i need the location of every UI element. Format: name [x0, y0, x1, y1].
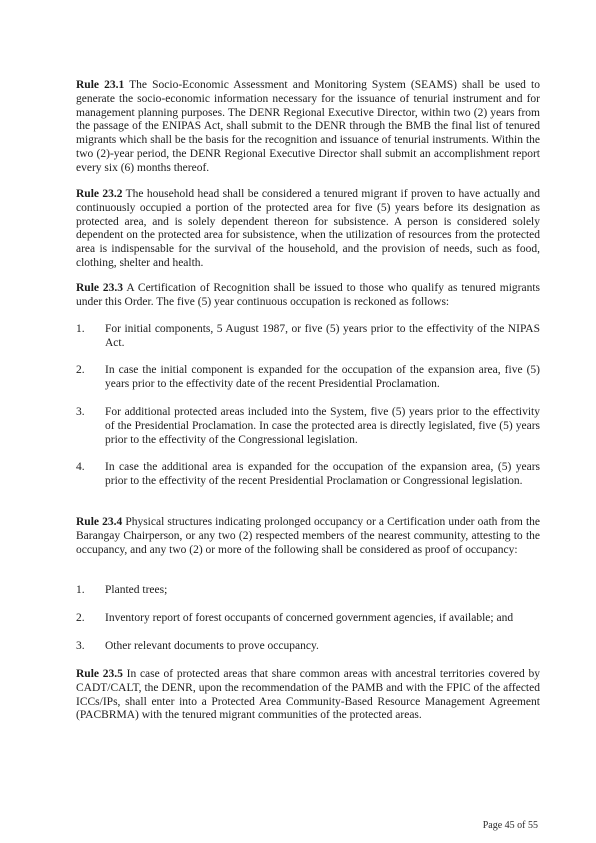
rule-label: Rule 23.3 [76, 282, 124, 294]
rule-23-3 [76, 282, 540, 310]
list-number: 3. [76, 406, 85, 418]
rule-text: The household head shall be considered a tenured migrant if proven to have actually and continuously occupied a portion of the protected area for five (5) years before its designation as protected area, and is solely dependent thereon for subsistence. A person is considered solely dependent on the protected area for subsistence, when the utilization of resources from the protected area is indispensable for the survival of the household, and the provision of needs, such as food, clothing, shelter and health. [76, 188, 541, 269]
rule-label: Rule 23.4 [76, 516, 123, 528]
rule-text: A Certification of Recognition shall be issued to those who qualify as tenured migrants under this Order. The five (5) year continuous occupation is reckoned as follows: [76, 282, 540, 308]
rule-label: Rule 23.2 [76, 188, 123, 200]
rule-text: The Socio-Economic Assessment and Monitoring System (SEAMS) shall be used to generate the socio-economic information necessary for the issuance of tenurial instrument and for management planning purposes. The DENR Regional Executive Director, within two (2) years from the passage of the ENIPAS Act, shall submit to the DENR through the BMB the final list of tenured migrants which shall be the basis for the recognition and issuance of tenurial instruments. Within the two (2)-year period, the DENR Regional Executive Director shall submit an accomplishment report every six (6) months thereof. [76, 79, 540, 174]
list-text: Planted trees; [105, 584, 168, 596]
rule-23-4 [76, 516, 540, 557]
rule-label: Rule 23.5 [76, 668, 123, 680]
list-number: 3. [76, 640, 85, 652]
list-number: 2. [76, 612, 85, 624]
list-item [76, 406, 540, 447]
rule-text: Physical structures indicating prolonged occupancy or a Certification under oath from the Barangay Chairperson, or any two (2) respected members of the nearest community, attesting to the occupancy, and any two (2) or more of the following shall be considered as proof of occupancy: [76, 516, 540, 556]
list-item [76, 584, 540, 598]
rule-label: Rule 23.1 [76, 79, 125, 91]
list-number: 1. [76, 584, 85, 596]
list-text: Other relevant documents to prove occupancy. [105, 640, 319, 652]
rule-23-2 [76, 188, 540, 271]
list-text: For initial components, 5 August 1987, or five (5) years prior to the effectivity of the NIPAS Act. [105, 323, 540, 349]
rule-23-5 [76, 668, 540, 723]
list-item [76, 364, 540, 392]
list-item [76, 461, 540, 489]
list-number: 2. [76, 364, 85, 376]
rule-text: In case of protected areas that share common areas with ancestral territories covered by CADT/CALT, the DENR, upon the recommendation of the PAMB and with the FPIC of the affected ICCs/IPs, shall enter into a Protected Area Community-Based Resource Management Agreement (PACBRMA) with the tenured migrant communities of the protected areas. [76, 668, 540, 722]
list-text: In case the initial component is expanded for the occupation of the expansion area, five (5) years prior to the effectivity date of the recent Presidential Proclamation. [105, 364, 540, 390]
rule-23-1 [76, 79, 540, 176]
list-text: In case the additional area is expanded for the occupation of the expansion area, (5) years prior to the effectivity of the recent Presidential Proclamation or Congressional legislation. [105, 461, 540, 487]
list-text: Inventory report of forest occupants of concerned government agencies, if available; and [105, 612, 514, 624]
list-number: 4. [76, 461, 85, 473]
list-text: For additional protected areas included into the System, five (5) years prior to the effectivity of the Presidential Proclamation. In case the protected area is directly legislated, five (5) years prior to the effectivity of the Congressional legislation. [105, 406, 540, 446]
list-number: 1. [76, 323, 85, 335]
list-item [76, 612, 540, 626]
list-item [76, 640, 540, 654]
list-item [76, 323, 540, 351]
page-number: Page 45 of 55 [482, 820, 538, 831]
